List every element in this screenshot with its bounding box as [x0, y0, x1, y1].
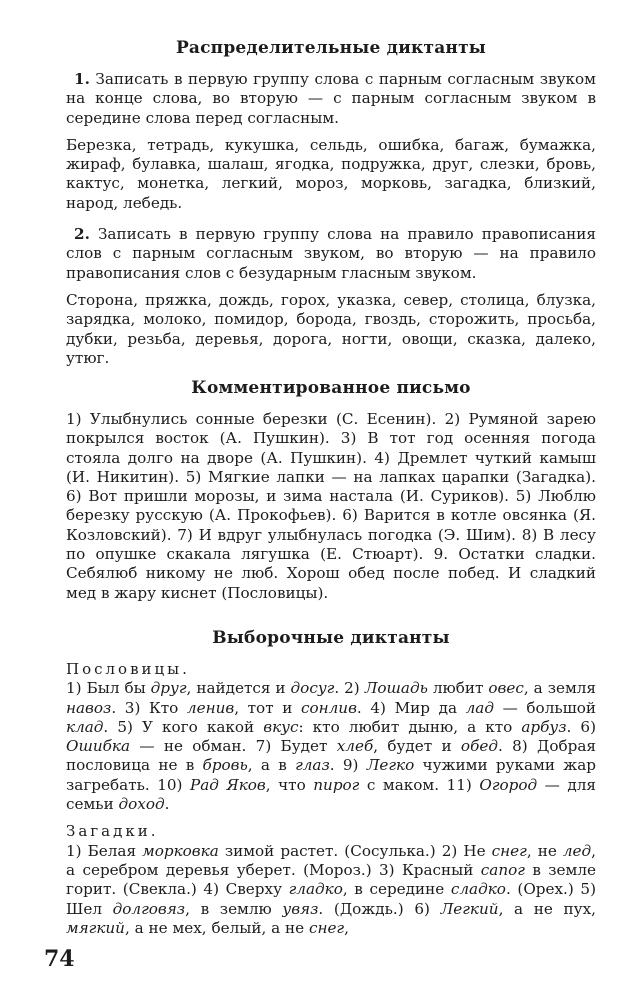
- text-run: , тот и: [234, 698, 301, 717]
- text-run: любит: [427, 679, 489, 698]
- text-run: . 5) У кого какой: [103, 717, 264, 736]
- riddles-text: [66, 842, 596, 938]
- italic-word: лед: [562, 841, 592, 860]
- italic-word: хлеб: [336, 737, 374, 756]
- proverbs-label: Пословицы.: [66, 660, 190, 678]
- text-run: 1) Белая: [66, 841, 143, 860]
- text-run: .: [164, 795, 170, 814]
- section-title-commented: Комментированное письмо: [191, 378, 471, 398]
- text-run: , будет и: [373, 737, 461, 756]
- task-2-text: Записать в первую группу слова на правило правописания слов с парным согласным звуком, во вторую — на правило правописания слов с безударным гласным звуком.: [66, 225, 597, 282]
- italic-word: снег: [308, 918, 345, 937]
- italic-word: бровь: [202, 756, 248, 775]
- task-2-words: Сторона, пряжка, дождь, горох, указка, север, столица, блузка, зарядка, молоко, помидор, борода, гвоздь, сторожить, просьба, дубки, резьба, деревья, дорога, ногти, овощи, сказка, далеко, утюг.: [66, 290, 596, 367]
- text-run: . 2): [334, 679, 365, 698]
- text-run: — не обман. 7) Будет: [130, 737, 337, 756]
- italic-word: сладко: [450, 880, 506, 899]
- italic-word: морковка: [142, 841, 219, 860]
- text-run: в земле горит. (Свекла.) 4) Сверху: [66, 860, 596, 899]
- text-run: . 8) Добрая пословица не в: [66, 737, 596, 775]
- text-run: — для семьи: [66, 775, 596, 814]
- text-run: . 9): [329, 756, 367, 775]
- section-title-selective: Выборочные диктанты: [212, 628, 450, 648]
- italic-word: увяз: [282, 899, 319, 918]
- section-title-distributive: Распределительные диктанты: [175, 38, 487, 58]
- italic-word: лад: [465, 698, 494, 717]
- italic-word: мягкий: [66, 918, 125, 937]
- text-run: , найдется и: [186, 679, 291, 698]
- text-run: , а серебром деревья уберет. (Мороз.) 3) Красный: [66, 841, 596, 879]
- text-run: , что: [265, 775, 314, 794]
- text-run: : кто любит дыню, а кто: [298, 717, 522, 736]
- italic-word: сонлив: [300, 698, 357, 717]
- text-run: . 6): [566, 717, 596, 736]
- text-run: , а не мех, белый, а не: [124, 918, 309, 937]
- italic-word: клад: [66, 717, 104, 736]
- italic-word: друг: [150, 679, 187, 698]
- proverbs-text: [66, 679, 596, 814]
- section-selective: [66, 628, 596, 938]
- task-1-text: Записать в первую группу слова с парным согласным звуком на конце слова, во вторую — с парным согласным звуком в середине слова перед согласным.: [66, 70, 596, 127]
- task-2-number: 2.: [74, 225, 90, 244]
- page-number: 74: [44, 946, 75, 972]
- italic-word: глаз: [295, 756, 330, 775]
- italic-word: Огород: [479, 775, 538, 794]
- italic-word: обед: [460, 737, 498, 756]
- text-run: , не: [526, 841, 563, 860]
- text-run: . (Дождь.) 6): [318, 899, 441, 918]
- italic-word: Легко: [366, 756, 415, 775]
- text-run: , в землю: [185, 899, 283, 918]
- italic-word: арбуз: [521, 717, 567, 736]
- task-1-words: Березка, тетрадь, кукушка, сельдь, ошибка, багаж, бумажка, жираф, булавка, шалаш, ягодка, подружка, друг, слезки, бровь, кактус, монетка, легкий, мороз, морковь, загадка, близкий, народ, лебедь.: [66, 135, 596, 212]
- text-run: . 3) Кто: [111, 698, 187, 717]
- italic-word: сапог: [480, 860, 525, 879]
- text-run: чужими руками жар загребать. 10): [66, 756, 596, 794]
- italic-word: Лошадь: [364, 679, 428, 698]
- commented-text: 1) Улыбнулись сонные березки (С. Есенин). 2) Румяной зарею покрылся восток (А. Пушкин). 3) В тот год осенняя погода стояла долго на дворе (А. Пушкин). 4) Дремлет чуткий камыш (И. Никитин). 5) Мягкие лапки — на лапках царапки (Загадка). 6) Вот пришли морозы, и зима настала (И. Суриков). 5) Люблю березку русскую (А. Прокофьев). 6) Варится в котле овсянка (Я. Козловский). 7) И вдруг улыбнулась погодка (Э. Шим). 8) В лесу по опушке скакала лягушка (Е. Стюарт). 9. Остатки сладки. Себялюб никому не люб. Хорош обед после побед. И сладкий мед в жару киснет (Пословицы).: [66, 410, 596, 602]
- task-2: [66, 225, 596, 283]
- riddles-label: Загадки.: [66, 822, 159, 841]
- italic-word: пирог: [313, 775, 360, 794]
- text-run: с маком. 11): [359, 775, 480, 794]
- italic-word: Ошибка: [66, 737, 131, 756]
- text-run: , а не пух,: [498, 899, 596, 918]
- italic-word: Легкий: [440, 899, 499, 918]
- text-run: — большой: [493, 698, 597, 717]
- text-run: 1) Был бы: [66, 679, 151, 698]
- italic-word: овес: [488, 679, 524, 698]
- section-distributive: [66, 38, 596, 368]
- italic-word: вкус: [263, 717, 299, 736]
- text-run: зимой растет. (Сосулька.) 2) Не: [218, 841, 492, 860]
- italic-word: ленив: [186, 698, 235, 717]
- task-1-number: 1.: [74, 70, 90, 88]
- text-run: , а земля: [523, 679, 597, 698]
- italic-word: снег: [491, 841, 527, 860]
- italic-word: досуг: [290, 679, 335, 698]
- italic-word: Рад Яков: [190, 775, 266, 794]
- italic-word: гладко: [288, 880, 343, 899]
- text-run: . (Орех.) 5) Шел: [66, 880, 596, 918]
- section-commented-writing: [66, 378, 596, 603]
- italic-word: доход: [118, 795, 165, 814]
- text-run: , а в: [247, 756, 296, 775]
- italic-word: навоз: [66, 698, 112, 717]
- text-run: , в середине: [342, 880, 451, 899]
- task-1: [66, 70, 596, 128]
- italic-word: долговяз: [112, 899, 186, 918]
- text-run: ,: [344, 918, 349, 937]
- text-run: . 4) Мир да: [356, 698, 466, 717]
